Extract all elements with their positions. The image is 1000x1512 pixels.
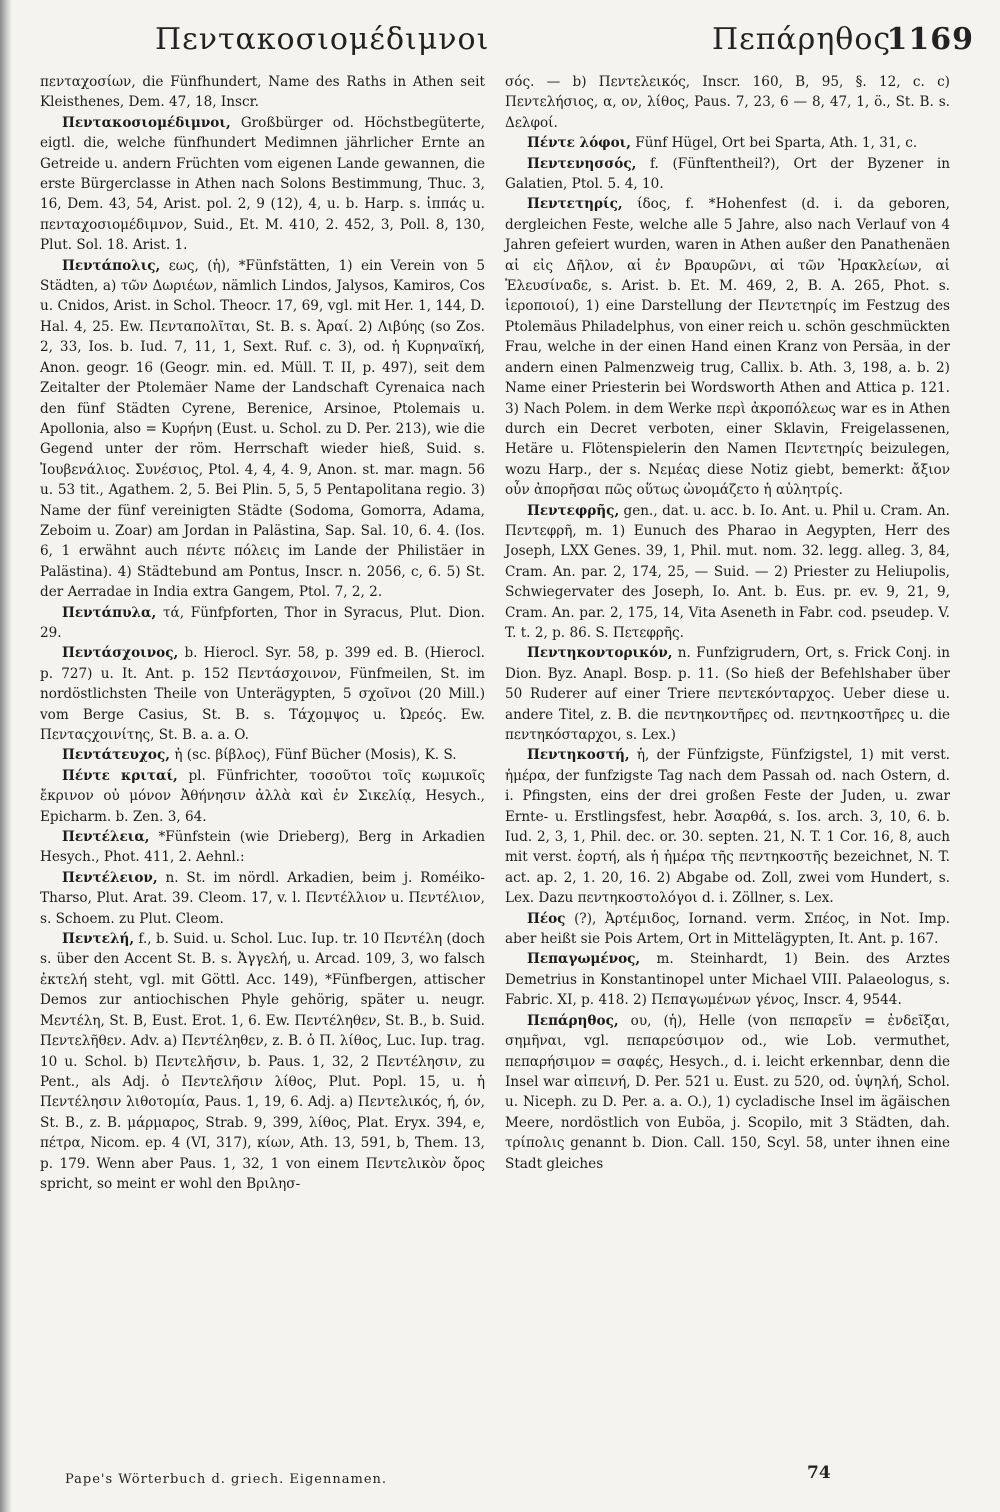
entry-body: pl. Fünfrichter, τοσοῦτοι τοῖς κωμικοῖς ἔκρινον οὐ μόνον Ἀθήνησιν ἀλλὰ καὶ ἐν Σικελίᾳ, Hesych., Epicharm. b. Zen. 3, 64.	[40, 767, 486, 825]
entry-headword: Πεντάπυλα,	[62, 604, 157, 621]
dictionary-entry	[505, 745, 950, 908]
entry-body: n. Funfzigrudern, Ort, s. Frick Conj. in Dion. Byz. Anapl. Bosp. p. 11. (So hieß der Befehlshaber über 50 Ruderer auf einer Triere πεντεκόνταρχος. Ueber diese u. andere Titel, z. B. die πεντηκοντῆρες od. πεντηκοστῆρες u. die πεντηκόσταρχοι, s. Lex.)	[505, 645, 950, 743]
dictionary-entry	[505, 909, 950, 950]
dictionary-entry	[40, 745, 485, 765]
entry-headword: Πεντηκοντορικόν,	[527, 645, 673, 662]
dictionary-entry	[40, 929, 485, 1194]
entry-headword: Πεντέλεια,	[62, 829, 150, 846]
dictionary-entry	[40, 868, 485, 929]
left-guide-word: Πεντακοσιομέδιμνοι	[155, 22, 490, 57]
entry-headword: Πεντάπολις,	[62, 257, 161, 274]
entry-body: gen., dat. u. acc. b. Io. Ant. u. Phil u. Cram. An. Πεντεφρῆ, m. 1) Eunuch des Pharao in Aegypten, Herr des Joseph, LXX Genes. 39, 1, Phil. mut. nom. 32. legg. alleg. 3, 84, Cram. An. par. 2, 174, 25, — Suid. — 2) Priester zu Heliupolis, Schwiegervater des Joseph, Io. Ant. b. Eus. pr. ev. 9, 21, 9, Cram. An. par. 2, 175, 14, Vita Aseneth in Fabr. cod. pseudep. V. T. t. 2, p. 86. S. Πετεφρῆς.	[505, 502, 950, 641]
entry-headword: Πεπαγωμένος,	[527, 951, 641, 968]
entry-headword: Πεντηκοστή,	[527, 747, 630, 764]
entry-headword: Πεπάρηθος,	[527, 1012, 619, 1029]
entry-headword: Πεντάτευχος,	[62, 747, 170, 764]
entry-body: f., b. Suid. u. Schol. Luc. Iup. tr. 10 Πεντέλη (doch s. über den Accent St. B. s. Ἀγγελή, u. Arcad. 109, 3, wo falsch ἐκτελή steht, vgl. mit Göttl. Acc. 149), *Fünfbergen, attischer Demos zur antiochischen Phyle gehörig, später u. neugr. Μεντέλη, St. B, Eust. Erot. 1, 6. Ew. Πεντέληθεν, St. B., b. Suid. Πεντελῆθεν. Adv. a) Πεντέληθεν, z. B. ὁ Π. λίθος, Luc. Iup. trag. 10 u. Schol. b) Πεντελῆσιν, b. Paus. 1, 32, 2 Πεντέλησιν, zu Pent., als Adj. ὁ Πεντελῆσιν λίθος, Plut. Popl. 15, u. ἡ Πεντέλησιν λιθοτομία, Paus. 1, 19, 6. Adj. a) Πεντελικός, ή, όν, St. B., z. B. μάρμαρος, Strab. 9, 399, λίθος, Plat. Eryx. 394, e, πέτρα, Nicom. ep. 4 (VI, 317), κίων, Ath. 13, 591, b, Them. 13, p. 179. Wenn aber Paus. 1, 32, 1 von einem Πεντελικὸν ὄρος spricht, so meint er wohl den Βριλησ-	[40, 931, 485, 1192]
signature-line: Pape's Wörterbuch d. griech. Eigennamen.	[65, 1472, 388, 1487]
entry-body: πενταχοσίων, die Fünfhundert, Name des Raths in Athen seit Kleisthenes, Dem. 47, 18, Inscr.	[40, 74, 485, 111]
entry-body: (?), Ἀρτέμιδος, Iornand. verm. Σπέος, in Not. Imp. aber heißt sie Pois Artem, Ort in Mittelägypten, It. Ant. p. 167.	[505, 910, 950, 948]
dictionary-entry	[505, 194, 950, 500]
entry-headword: Πέντε λόφοι,	[527, 135, 631, 152]
entry-headword: Πεντενησσός,	[527, 155, 637, 172]
entry-headword: Πεντέλειον,	[62, 869, 158, 886]
entry-headword: Πεντακοσιομέδιμνοι,	[62, 114, 231, 131]
entry-body: ίδος, f. *Hohenfest (d. i. da geboren, dergleichen Feste, welche alle 5 Jahre, also nach Verlauf von 4 Jahren gefeiert wurden, waren in Athen außer den Panathenäen αἱ εἰς Δῆλον, αἱ ἐν Βραυρῶνι, αἱ τῶν Ἡρακλείων, αἱ Ἐλευσίναδε, s. Arist. b. Et. M. 469, 2, B. A. 265, Phot. s. ἱεροποιοί), 1) eine Darstellung der Πεντετηρίς im Festzug des Ptolemäus Philadelphus, von einer reich u. schön geschmückten Frau, welche in der einen Hand einen Kranz von Persäa, in der andern einen Palmenzweig trug, Callix. b. Ath. 3, 198, a. b. 2) Name einer Priesterin bei Wordsworth Athen and Attica p. 121. 3) Nach Polem. in dem Werke περὶ ἀκροπόλεως war es in Athen durch ein Decret verboten, einer Sklavin, Freigelassenen, Hetäre u. Flötenspielerin den Namen Πεντετηρίς beizulegen, wozu Harp., der s. Νεμέας diese Notiz giebt, bemerkt: ἄξιον οὖν ἀπορῆσαι πῶς οὕτως ὠνομάζετο ἡ αὐλητρίς.	[505, 196, 950, 499]
left-column	[40, 72, 485, 1194]
dictionary-entry	[505, 72, 950, 133]
entry-body: τά, Fünfpforten, Thor in Syracus, Plut. Dion. 29.	[40, 604, 485, 641]
dictionary-entry	[505, 154, 950, 195]
entry-headword: Πέντε κριταί,	[62, 767, 178, 784]
entry-headword: Πεντεφρῆς,	[527, 502, 620, 519]
right-guide-word: Πεπάρηθος	[712, 22, 892, 57]
entry-body: ἡ (sc. βίβλος), Fünf Bücher (Mosis), K. S.	[170, 747, 457, 764]
entry-body: Fünf Hügel, Ort bei Sparta, Ath. 1, 31, c.	[630, 135, 918, 152]
dictionary-entry	[40, 643, 485, 745]
right-column	[505, 72, 950, 1174]
entry-body: ου, (ἡ), Helle (von πεπαρεῖν = ἐνδεῖξαι, σημῆναι, vgl. πεπαρεύσιμον od., wie Lob. vermuthet, πεπαρήσιμον = σαφές, Hesych., d. i. leicht erkennbar, denn die Insel war αἰπεινή, D. Per. 521 u. Eust. zu 520, od. ὑψηλή, Schol. u. Niceph. zu D. Per. a. a. O.), 1) cycladische Insel im ägäischen Meere, nordöstlich von Euböa, j. Scopilo, mit 3 Städten, dah. τρίπολις genannt b. Dion. Call. 150, Scyl. 58, unter ihnen eine Stadt gleiches	[505, 1012, 950, 1172]
page-header	[40, 18, 974, 66]
entry-body: εως, (ἡ), *Fünfstätten, 1) ein Verein von 5 Städten, a) τῶν Δωριέων, nämlich Lindos, Jalysos, Kamiros, Cos u. Cnidos, Arist. in Schol. Theocr. 17, 69, vgl. mit Her. 1, 144, D. Hal. 4, 25. Ew. Πενταπολῖται, St. B. s. Ἀραί. 2) Λιβύης (so Zos. 2, 33, Ios. b. Iud. 7, 11, 1, Sext. Ruf. c. 3), od. ἡ Κυρηναϊκή, Anon. geogr. 16 (Geogr. min. ed. Müll. T. II, p. 497), seit dem Zeitalter der Ptolemäer Name der Landschaft Cyrenaica nach den fünf Städten Cyrene, Berenice, Arsinoe, Ptolemais u. Apollonia, also = Κυρήνη (Eust. u. Schol. zu D. Per. 213), wie die Gegend unter der röm. Herrschaft wieder hieß, Suid. s. Ἰουβενάλιος. Συνέσιος, Ptol. 4, 4, 4. 9, Anon. st. mar. magn. 56 u. 53 tit., Agathem. 2, 5. Bei Plin. 5, 5, 5 Pentapolitana regio. 3) Name der fünf vereinigten Städte (Sodoma, Gomorra, Adama, Zeboim u. Zoar) am Jordan in Palästina, Sap. Sal. 10, 6. 4. (Ios. 6, 1 erwähnt auch πέντε πόλεις im Lande der Philistäer in Palästina). 4) Städtebund am Pontus, Inscr. n. 2056, c, 6. 5) St. der Aerradae in India extra Gangem, Ptol. 7, 2, 2.	[40, 257, 485, 601]
dictionary-entry	[505, 643, 950, 745]
entry-body: *Fünfstein (wie Drieberg), Berg in Arkadien Hesych., Phot. 411, 2. Aehnl.:	[40, 829, 485, 866]
page-number: 1169	[886, 22, 974, 57]
dictionary-entry	[505, 1011, 950, 1174]
dictionary-entry	[40, 603, 485, 644]
dictionary-entry	[40, 827, 485, 868]
entry-body: σός. — b) Πεντελεικός, Inscr. 160, B, 95, §. 12, c. c) Πεντελήσιος, α, ον, λίθος, Paus. 7, 23, 6 — 8, 47, 1, ö., St. B. s. Δελφοί.	[505, 74, 950, 131]
dictionary-entry	[40, 256, 485, 603]
entry-body: ἡ, der Fünfzigste, Fünfzigstel, 1) mit verst. ἡμέρα, der funfzigste Tag nach dem Passah od. nach Ostern, d. i. Pfingsten, eins der drei großen Feste der Juden, u. zwar Ernte- u. Erstlingsfest, hebr. Ἀσαρθά, s. Ios. arch. 3, 10, 6. b. Iud. 2, 3, 1, Phil. dec. or. 30. septen. 21, N. T. 1 Cor. 16, 8, auch mit verst. ἑορτή, als ἡ ἡμέρα τῆς πεντηκοστῆς bezeichnet, N. T. act. ap. 2, 1. 20, 16. 2) Abgabe od. Zoll, zwei vom Hundert, s. Lex. Dazu πεντηκοστολόγοι d. i. Zöllner, s. Lex.	[505, 747, 950, 907]
entry-body: b. Hierocl. Syr. 58, p. 399 ed. B. (Hierocl. p. 727) u. It. Ant. p. 152 Πεντάσχοινον, Fünfmeilen, St. im nordöstlichsten Theile von Unterägypten, 5 σχοῖνοι (20 Mill.) vom Berge Casius, St. B. s. Τάχομψος u. Ὠρεός. Ew. Πενταςχοινίτης, St. B. a. a. O.	[40, 645, 485, 743]
entry-headword: Πεντετηρίς,	[527, 196, 623, 213]
dictionary-entry	[40, 72, 485, 113]
entry-body: n. St. im nördl. Arkadien, beim j. Roméiko-Tharso, Plut. Arat. 39. Cleom. 17, v. l. Πεντέλλιον u. Πεντέλιον, s. Schoem. zu Plut. Cleom.	[40, 869, 485, 927]
dictionary-entry	[40, 766, 485, 827]
book-binding-shadow	[0, 0, 12, 1512]
sheet-number: 74	[807, 1463, 831, 1483]
entry-body: f. (Fünftentheil?), Ort der Byzener in Galatien, Ptol. 5. 4, 10.	[505, 155, 950, 193]
dictionary-entry	[505, 501, 950, 644]
entry-headword: Πεντάσχοινος,	[62, 645, 179, 662]
entry-body: Großbürger od. Höchstbegüterte, eigtl. die, welche fünfhundert Medimnen jährlicher Ernte an Getreide u. andern Früchten vom eigenen Lande gewannen, die erste Bürgerclasse in Athen nach Solons Bestimmung, Thuc. 3, 16, Dem. 43, 54, Arist. pol. 2, 9 (12), 4, u. b. Harp. s. ἱππάς u. πενταχοσιομέδιμνον, Suid., Et. M. 410, 2. 452, 3, Poll. 8, 130, Plut. Sol. 18. Arist. 1.	[40, 114, 485, 254]
entry-headword: Πέος	[527, 910, 566, 927]
entry-headword: Πεντελή,	[62, 931, 135, 948]
dictionary-entry	[505, 949, 950, 1010]
dictionary-entry	[505, 133, 950, 153]
dictionary-entry	[40, 113, 485, 256]
entry-body: m. Steinhardt, 1) Bein. des Arztes Demetrius in Konstantinopel unter Michael VIII. Palaeologus, s. Fabric. XI, p. 418. 2) Πεπαγωμένων γένος, Inscr. 4, 9544.	[505, 951, 950, 1009]
